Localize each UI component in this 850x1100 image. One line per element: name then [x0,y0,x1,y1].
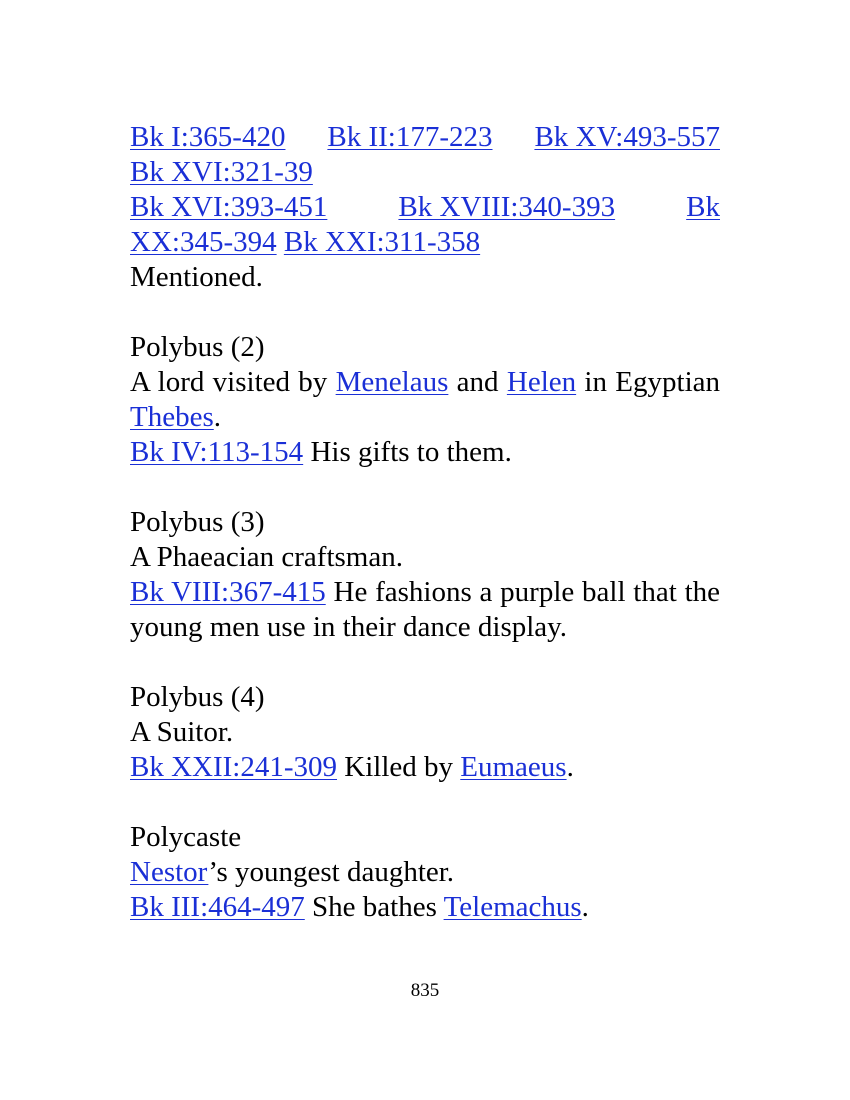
page-number: 835 [410,980,440,1001]
ref-link[interactable]: Bk XVI:321-39 [130,156,313,188]
ref-text: She bathes [304,891,444,923]
ref-text: He fashions a purple ball that the young men use in their dance display. [130,576,720,643]
entry-ref-polybus-2 [130,435,720,470]
ref-link[interactable]: Bk III:464-497 [130,891,305,923]
entry-description-polycaste [130,855,720,890]
entry-description-polybus-3: A Phaeacian craftsman. [130,541,403,573]
spacer [130,785,720,820]
ref-link[interactable]: Bk IV:113-154 [130,436,304,468]
entry-ref-polybus-4 [130,750,720,785]
ref-text: Killed by [337,751,461,783]
ref-link[interactable]: Bk XXII:241-309 [130,751,338,783]
link-helen[interactable]: Helen [506,366,577,398]
desc-text: in Egyptian [576,366,720,398]
ref-link[interactable]: Bk XVIII:340-393 [398,191,616,223]
link-menelaus[interactable]: Menelaus [335,366,449,398]
ref-text: . [566,751,574,783]
entry-ref-polycaste [130,890,720,925]
spacer [130,295,720,330]
ref-text: His gifts to them. [303,436,512,468]
page-content [130,120,720,925]
refs-line-2 [130,155,720,190]
entry-description-polybus-4: A Suitor. [130,716,234,748]
entry-heading-polycaste: Polycaste [130,821,242,853]
desc-text: . [213,401,221,433]
refs-note: Mentioned. [130,261,263,293]
entry-heading-polybus-4: Polybus (4) [130,681,265,713]
ref-text: . [581,891,589,923]
refs-line-4 [130,225,720,260]
spacer [130,470,720,505]
link-telemachus[interactable]: Telemachus [443,891,582,923]
ref-link[interactable]: Bk I:365-420 [130,121,286,153]
ref-link[interactable]: XX:345-394 [130,226,277,258]
refs-line-3 [130,190,720,225]
desc-text: A lord visited by [130,366,336,398]
ref-link[interactable]: Bk XXI:311-358 [283,226,481,258]
ref-link[interactable]: Bk XV:493-557 [534,121,720,153]
link-nestor[interactable]: Nestor [130,856,209,888]
refs-line-1 [130,120,720,155]
spacer [130,645,720,680]
link-thebes[interactable]: Thebes [130,401,214,433]
desc-text: ’s youngest daughter. [208,856,455,888]
link-eumaeus[interactable]: Eumaeus [460,751,567,783]
ref-link[interactable]: Bk [686,191,720,223]
ref-link[interactable]: Bk II:177-223 [327,121,493,153]
entry-ref-polybus-3 [130,575,720,645]
ref-link[interactable]: Bk XVI:393-451 [130,191,328,223]
entry-heading-polybus-2: Polybus (2) [130,331,265,363]
desc-text: and [448,366,507,398]
ref-link[interactable]: Bk VIII:367-415 [130,576,326,608]
entry-heading-polybus-3: Polybus (3) [130,506,265,538]
entry-description-polybus-2 [130,365,720,435]
